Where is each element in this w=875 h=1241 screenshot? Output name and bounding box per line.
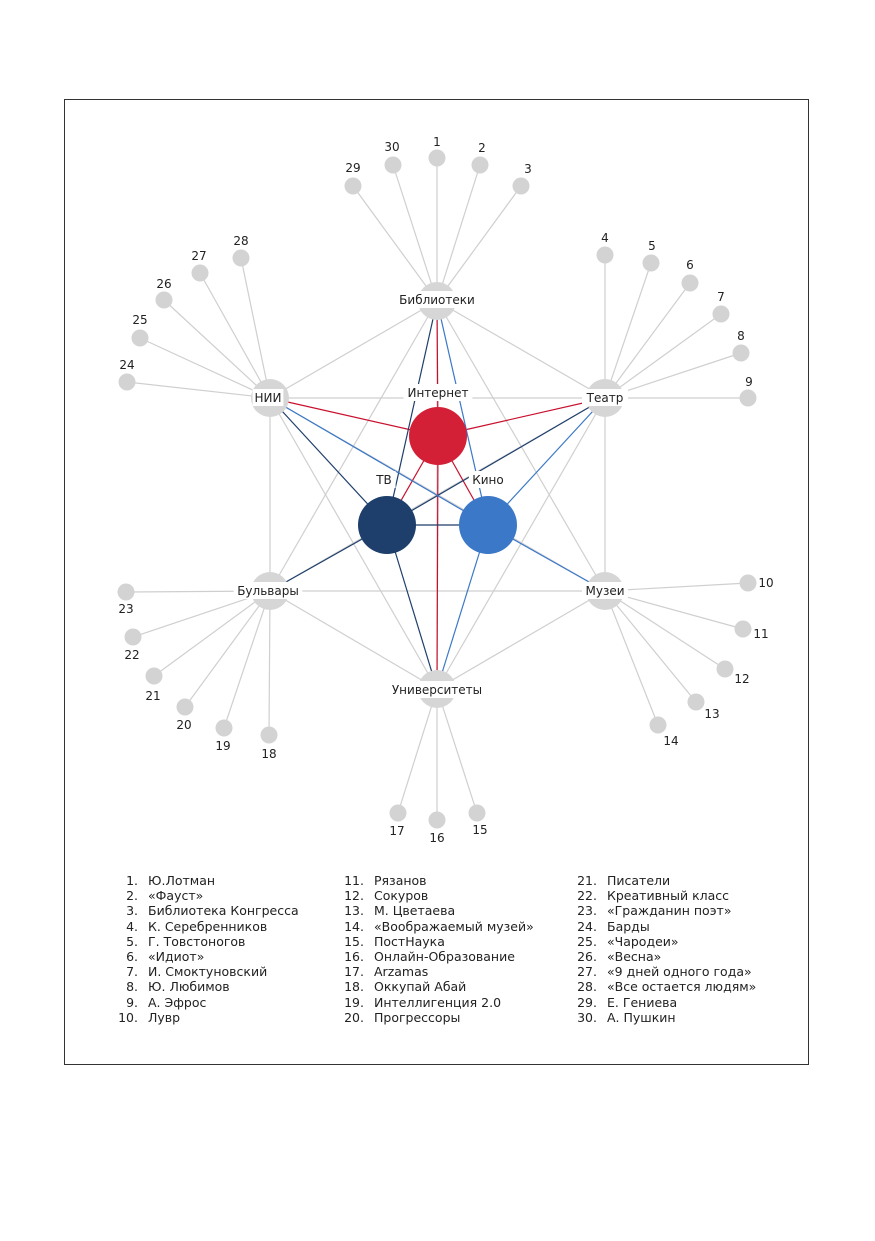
leaf-edge-5 (605, 263, 651, 398)
leaf-edge-15 (437, 689, 477, 813)
legend-text: И. Смоктуновский (148, 964, 268, 980)
legend-item (338, 873, 534, 888)
leaf-edge-26 (164, 300, 270, 398)
legend-number: 14. (344, 918, 364, 934)
leaf-edge-3 (437, 186, 521, 301)
leaf-number-22: 22 (124, 648, 140, 662)
legend-text: Оккупай Абай (374, 979, 467, 995)
leaf-edge-29 (353, 186, 437, 301)
legend-number: 24. (577, 918, 597, 934)
leaf-number-18: 18 (261, 747, 277, 761)
leaf-node-6 (682, 275, 699, 292)
legend-number: 3. (126, 903, 138, 919)
legend-item (571, 949, 756, 964)
media-node-kino (459, 496, 517, 554)
leaf-node-14 (650, 717, 667, 734)
legend-number: 29. (577, 994, 597, 1010)
legend-number: 19. (344, 994, 364, 1010)
legend-number: 5. (126, 933, 138, 949)
leaf-edge-14 (605, 591, 658, 725)
leaf-number-24: 24 (119, 358, 135, 372)
legend-number: 8. (126, 979, 138, 995)
legend-column-2 (338, 873, 534, 1025)
legend-text: Интеллигенция 2.0 (374, 994, 502, 1010)
leaf-node-10 (740, 575, 757, 592)
leaf-edge-19 (224, 591, 270, 728)
leaf-number-27: 27 (191, 249, 207, 263)
leaf-number-1: 1 (433, 135, 441, 149)
leaf-number-25: 25 (132, 313, 148, 327)
legend-number: 1. (126, 873, 138, 888)
leaf-number-2: 2 (478, 141, 486, 155)
leaf-node-18 (261, 727, 278, 744)
legend-text: Рязанов (374, 873, 427, 888)
legend-text: Сокуров (374, 888, 429, 904)
legend-item (112, 949, 299, 964)
leaf-edge-2 (437, 165, 480, 301)
leaf-node-28 (233, 250, 250, 267)
leaf-number-23: 23 (118, 602, 134, 616)
legend-text: Ю.Лотман (148, 873, 216, 888)
legend-item (571, 873, 756, 888)
leaf-number-14: 14 (663, 734, 679, 748)
leaf-number-11: 11 (753, 627, 769, 641)
leaf-node-24 (119, 374, 136, 391)
hub-edge (437, 591, 605, 689)
leaf-edge-13 (605, 591, 696, 702)
legend-item (112, 1010, 299, 1025)
legend-text: Библиотека Конгресса (148, 903, 299, 919)
leaf-node-8 (733, 345, 750, 362)
legend-number: 18. (344, 979, 364, 995)
leaf-number-10: 10 (758, 576, 774, 590)
hub-edge (437, 301, 605, 398)
legend-text: Arzamas (374, 964, 429, 980)
legend-item (112, 995, 299, 1010)
legend-text: К. Серебренников (148, 918, 268, 934)
legend-item (571, 1010, 756, 1025)
legend-text: Барды (607, 918, 650, 934)
legend-number: 9. (126, 994, 138, 1010)
leaf-edge-27 (200, 273, 270, 398)
legend-item (338, 934, 534, 949)
leaf-node-15 (469, 805, 486, 822)
legend-number: 25. (577, 933, 597, 949)
leaf-node-3 (513, 178, 530, 195)
leaf-number-15: 15 (472, 823, 488, 837)
leaf-edge-21 (154, 591, 270, 676)
leaf-node-12 (717, 661, 734, 678)
leaf-edge-6 (605, 283, 690, 398)
legend-text: «Чародеи» (607, 933, 679, 949)
legend-number: 7. (126, 964, 138, 980)
leaf-number-30: 30 (384, 140, 400, 154)
leaf-node-9 (740, 390, 757, 407)
legend-number: 16. (344, 949, 364, 965)
leaf-edge-28 (241, 258, 270, 398)
legend-number: 27. (577, 964, 597, 980)
legend-item (338, 995, 534, 1010)
media-label-internet: Интернет (407, 386, 469, 400)
leaf-number-26: 26 (156, 277, 172, 291)
leaf-node-4 (597, 247, 614, 264)
legend-item (338, 949, 534, 964)
leaf-node-2 (472, 157, 489, 174)
leaf-node-30 (385, 157, 402, 174)
legend-number: 23. (577, 903, 597, 919)
legend-item (571, 919, 756, 934)
legend-item (338, 979, 534, 994)
leaf-number-7: 7 (717, 290, 725, 304)
legend-item (571, 903, 756, 918)
legend-number: 12. (344, 888, 364, 904)
media-label-kino: Кино (472, 473, 504, 487)
legend-text: Г. Товстоногов (148, 933, 246, 949)
leaf-node-1 (429, 150, 446, 167)
legend-item (571, 964, 756, 979)
legend-text: «Все остается людям» (607, 979, 757, 995)
legend-text: «Весна» (607, 949, 662, 965)
legend-text: М. Цветаева (374, 903, 456, 919)
leaf-node-19 (216, 720, 233, 737)
media-node-internet (409, 407, 467, 465)
leaf-edge-20 (185, 591, 270, 707)
legend-text: Лувр (148, 1009, 181, 1025)
legend-text: Е. Гениева (607, 994, 678, 1010)
legend-number: 10. (118, 1009, 138, 1025)
leaf-number-29: 29 (345, 161, 361, 175)
leaf-number-17: 17 (389, 824, 405, 838)
leaf-node-29 (345, 178, 362, 195)
leaf-node-23 (118, 584, 135, 601)
legend-number: 21. (577, 873, 597, 888)
leaf-node-16 (429, 812, 446, 829)
leaf-number-6: 6 (686, 258, 694, 272)
legend-item (571, 979, 756, 994)
hub-label-museum: Музеи (585, 584, 625, 598)
leaf-edge-18 (269, 591, 270, 735)
legend-text: Писатели (607, 873, 671, 888)
legend-column-1 (112, 873, 299, 1025)
legend-number: 22. (577, 888, 597, 904)
legend-text: «Фауст» (148, 888, 204, 904)
legend-text: «9 дней одного года» (607, 964, 752, 980)
legend-number: 11. (344, 873, 364, 888)
hub-label-lib: Библиотеки (399, 293, 475, 307)
leaf-node-17 (390, 805, 407, 822)
leaf-node-26 (156, 292, 173, 309)
leaf-node-13 (688, 694, 705, 711)
hub-edge (270, 301, 437, 398)
legend-item (112, 888, 299, 903)
legend-number: 2. (126, 888, 138, 904)
legend-item (571, 995, 756, 1010)
leaf-number-5: 5 (648, 239, 656, 253)
legend-item (338, 903, 534, 918)
legend-number: 17. (344, 964, 364, 980)
legend-text: «Гражданин поэт» (607, 903, 732, 919)
legend-item (112, 919, 299, 934)
leaf-number-3: 3 (524, 162, 532, 176)
legend-number: 13. (344, 903, 364, 919)
legend-item (338, 888, 534, 903)
leaf-node-5 (643, 255, 660, 272)
leaf-number-20: 20 (176, 718, 192, 732)
legend-number: 4. (126, 918, 138, 934)
leaf-edge-25 (140, 338, 270, 398)
leaf-node-7 (713, 306, 730, 323)
legend-text: ПостНаука (374, 933, 445, 949)
legend-number: 30. (577, 1009, 597, 1025)
leaf-number-19: 19 (215, 739, 231, 753)
leaf-edge-24 (127, 382, 270, 398)
legend-number: 20. (344, 1009, 364, 1025)
leaf-node-27 (192, 265, 209, 282)
legend-number: 26. (577, 949, 597, 965)
legend-text: Онлайн-Образование (374, 949, 515, 965)
legend-number: 6. (126, 949, 138, 965)
legend-item (338, 1010, 534, 1025)
legend-text: А. Эфрос (148, 994, 207, 1010)
leaf-number-13: 13 (704, 707, 720, 721)
legend-column-3 (571, 873, 756, 1025)
legend-text: Креативный класс (607, 888, 730, 904)
leaf-edge-17 (398, 689, 437, 813)
leaf-edge-30 (393, 165, 437, 301)
legend-item (571, 934, 756, 949)
leaf-node-11 (735, 621, 752, 638)
legend-item (112, 903, 299, 918)
leaf-number-28: 28 (233, 234, 249, 248)
legend-item (112, 934, 299, 949)
leaf-edge-7 (605, 314, 721, 398)
leaf-node-20 (177, 699, 194, 716)
leaf-number-9: 9 (745, 375, 753, 389)
hub-label-theatre: Театр (586, 391, 624, 405)
leaf-edge-12 (605, 591, 725, 669)
hub-label-boul: Бульвары (237, 584, 299, 598)
media-node-tv (358, 496, 416, 554)
legend-item (112, 873, 299, 888)
leaf-number-8: 8 (737, 329, 745, 343)
legend-number: 15. (344, 933, 364, 949)
legend-text: «Идиот» (148, 949, 205, 965)
legend-item (112, 964, 299, 979)
leaf-node-22 (125, 629, 142, 646)
hub-label-nii: НИИ (254, 391, 282, 405)
legend-item (338, 919, 534, 934)
hub-label-univ: Университеты (391, 683, 483, 697)
leaf-number-4: 4 (601, 231, 609, 245)
legend-text: «Воображаемый музей» (374, 918, 534, 934)
legend-text: Прогрессоры (374, 1009, 461, 1025)
media-label-tv: ТВ (376, 473, 392, 487)
legend-item (112, 979, 299, 994)
legend-item (571, 888, 756, 903)
legend-text: Ю. Любимов (148, 979, 230, 995)
leaf-number-21: 21 (145, 689, 161, 703)
legend-text: А. Пушкин (607, 1009, 676, 1025)
legend-number: 28. (577, 979, 597, 995)
legend-item (338, 964, 534, 979)
leaf-node-21 (146, 668, 163, 685)
leaf-number-12: 12 (734, 672, 750, 686)
leaf-node-25 (132, 330, 149, 347)
leaf-number-16: 16 (429, 831, 445, 845)
